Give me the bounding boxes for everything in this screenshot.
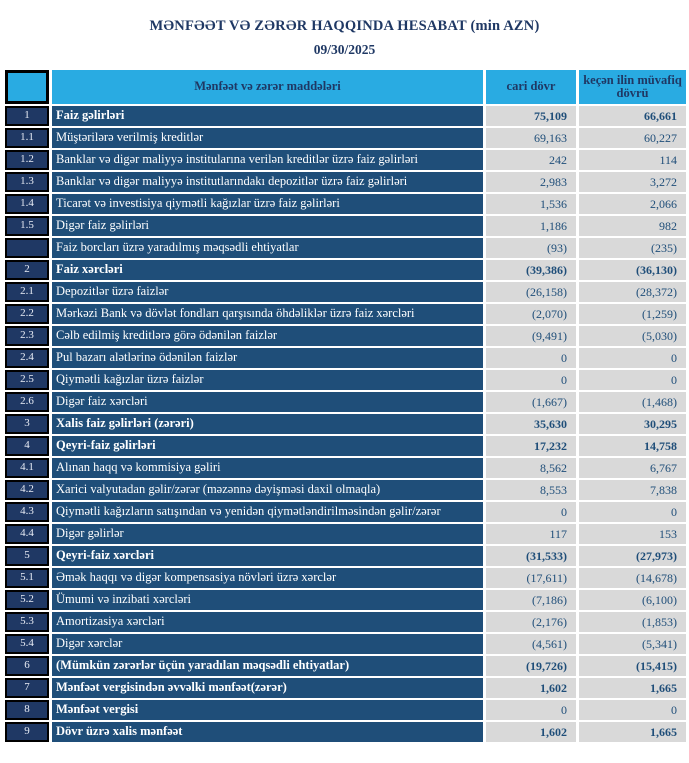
row-number-cell: 2.6: [5, 392, 49, 412]
current-period-value-cell: (7,186): [486, 590, 576, 610]
row-number-cell: 1.4: [5, 194, 49, 214]
item-label-cell: Digər faiz gəlirləri: [52, 216, 483, 236]
current-period-value-cell: 1,536: [486, 194, 576, 214]
previous-period-value-cell: (5,030): [579, 326, 686, 346]
current-period-value-cell: 1,186: [486, 216, 576, 236]
row-number-cell: [5, 238, 49, 258]
current-period-value-cell: (93): [486, 238, 576, 258]
row-number-cell: 2.1: [5, 282, 49, 302]
previous-period-value-cell: (6,100): [579, 590, 686, 610]
item-label-cell: Pul bazarı alətlərinə ödənilən faizlər: [52, 348, 483, 368]
current-period-value-cell: 242: [486, 150, 576, 170]
previous-period-value-cell: 1,665: [579, 722, 686, 742]
row-number-cell: 3: [5, 414, 49, 434]
previous-period-value-cell: 30,295: [579, 414, 686, 434]
current-period-value-cell: 69,163: [486, 128, 576, 148]
row-number-cell: 1.2: [5, 150, 49, 170]
row-number-cell: 4.4: [5, 524, 49, 544]
row-number-cell: 2.3: [5, 326, 49, 346]
item-label-cell: Mənfəət vergisi: [52, 700, 483, 720]
item-label-cell: Qeyri-faiz xərcləri: [52, 546, 483, 566]
item-label-cell: Digər faiz xərcləri: [52, 392, 483, 412]
row-number-cell: 5: [5, 546, 49, 566]
col-header-items: Mənfəət və zərər maddələri: [52, 70, 483, 104]
item-label-cell: Faiz gəlirləri: [52, 106, 483, 126]
current-period-value-cell: 0: [486, 502, 576, 522]
current-period-value-cell: (2,176): [486, 612, 576, 632]
row-number-cell: 5.2: [5, 590, 49, 610]
item-label-cell: Cəlb edilmiş kreditlərə görə ödənilən faizlər: [52, 326, 483, 346]
current-period-value-cell: 0: [486, 348, 576, 368]
current-period-value-cell: 8,553: [486, 480, 576, 500]
previous-period-value-cell: 0: [579, 348, 686, 368]
current-period-value-cell: 1,602: [486, 722, 576, 742]
current-period-value-cell: (2,070): [486, 304, 576, 324]
previous-period-value-cell: 3,272: [579, 172, 686, 192]
item-label-cell: Ticarət və investisiya qiymətli kağızlar üzrə faiz gəlirləri: [52, 194, 483, 214]
row-number-cell: 4.2: [5, 480, 49, 500]
current-period-value-cell: 75,109: [486, 106, 576, 126]
item-label-cell: Qeyri-faiz gəlirləri: [52, 436, 483, 456]
previous-period-value-cell: 66,661: [579, 106, 686, 126]
item-label-cell: Əmək haqqı və digər kompensasiya növləri üzrə xərclər: [52, 568, 483, 588]
item-label-cell: Ümumi və inzibati xərcləri: [52, 590, 483, 610]
previous-period-value-cell: 153: [579, 524, 686, 544]
item-label-cell: Digər gəlirlər: [52, 524, 483, 544]
row-number-cell: 6: [5, 656, 49, 676]
previous-period-value-cell: 6,767: [579, 458, 686, 478]
current-period-value-cell: 117: [486, 524, 576, 544]
previous-period-value-cell: 0: [579, 700, 686, 720]
row-number-cell: 1.5: [5, 216, 49, 236]
row-number-cell: 4.3: [5, 502, 49, 522]
item-label-cell: Faiz borcları üzrə yaradılmış məqsədli ehtiyatlar: [52, 238, 483, 258]
item-label-cell: Dövr üzrə xalis mənfəət: [52, 722, 483, 742]
item-label-cell: Banklar və digər maliyyə institutlarındakı depozitlər üzrə faiz gəlirləri: [52, 172, 483, 192]
previous-period-value-cell: (15,415): [579, 656, 686, 676]
item-label-cell: Amortizasiya xərcləri: [52, 612, 483, 632]
row-number-cell: 1: [5, 106, 49, 126]
row-number-cell: 5.1: [5, 568, 49, 588]
item-label-cell: Qiymətli kağızların satışından və yenidən qiymətləndirilməsindən gəlir/zərər: [52, 502, 483, 522]
current-period-value-cell: 35,630: [486, 414, 576, 434]
row-number-cell: 4: [5, 436, 49, 456]
previous-period-value-cell: (235): [579, 238, 686, 258]
col-header-number: [5, 70, 49, 104]
previous-period-value-cell: (1,853): [579, 612, 686, 632]
profit-loss-table: [5, 70, 686, 742]
row-number-cell: 7: [5, 678, 49, 698]
col-header-previous-period: keçən ilin müvafiq dövrü: [579, 70, 686, 104]
row-number-cell: 5.4: [5, 634, 49, 654]
item-label-cell: Digər xərclər: [52, 634, 483, 654]
item-label-cell: Qiymətli kağızlar üzrə faizlər: [52, 370, 483, 390]
previous-period-value-cell: 0: [579, 370, 686, 390]
item-label-cell: Alınan haqq və kommisiya gəliri: [52, 458, 483, 478]
previous-period-value-cell: (27,973): [579, 546, 686, 566]
current-period-value-cell: 8,562: [486, 458, 576, 478]
current-period-value-cell: 1,602: [486, 678, 576, 698]
row-number-cell: 4.1: [5, 458, 49, 478]
previous-period-value-cell: 1,665: [579, 678, 686, 698]
row-number-cell: 2.5: [5, 370, 49, 390]
row-number-cell: 5.3: [5, 612, 49, 632]
item-label-cell: (Mümkün zərərlər üçün yaradılan məqsədli ehtiyatlar): [52, 656, 483, 676]
row-number-cell: 2.4: [5, 348, 49, 368]
current-period-value-cell: (26,158): [486, 282, 576, 302]
previous-period-value-cell: (14,678): [579, 568, 686, 588]
previous-period-value-cell: (1,259): [579, 304, 686, 324]
previous-period-value-cell: 114: [579, 150, 686, 170]
current-period-value-cell: (1,667): [486, 392, 576, 412]
item-label-cell: Xalis faiz gəlirləri (zərəri): [52, 414, 483, 434]
current-period-value-cell: 17,232: [486, 436, 576, 456]
previous-period-value-cell: 2,066: [579, 194, 686, 214]
row-number-cell: 1.3: [5, 172, 49, 192]
item-label-cell: Faiz xərcləri: [52, 260, 483, 280]
col-header-current-period: cari dövr: [486, 70, 576, 104]
item-label-cell: Depozitlər üzrə faizlər: [52, 282, 483, 302]
previous-period-value-cell: (28,372): [579, 282, 686, 302]
item-label-cell: Müştərilərə verilmiş kreditlər: [52, 128, 483, 148]
previous-period-value-cell: 0: [579, 502, 686, 522]
previous-period-value-cell: (1,468): [579, 392, 686, 412]
row-number-cell: 2.2: [5, 304, 49, 324]
current-period-value-cell: (19,726): [486, 656, 576, 676]
item-label-cell: Mərkəzi Bank və dövlət fondları qarşısında öhdəliklər üzrə faiz xərcləri: [52, 304, 483, 324]
current-period-value-cell: (17,611): [486, 568, 576, 588]
previous-period-value-cell: (5,341): [579, 634, 686, 654]
previous-period-value-cell: 14,758: [579, 436, 686, 456]
previous-period-value-cell: 60,227: [579, 128, 686, 148]
report-date: 09/30/2025: [313, 42, 376, 57]
row-number-cell: 1.1: [5, 128, 49, 148]
item-label-cell: Banklar və digər maliyyə institularına verilən kreditlər üzrə faiz gəlirləri: [52, 150, 483, 170]
previous-period-value-cell: (36,130): [579, 260, 686, 280]
row-number-cell: 8: [5, 700, 49, 720]
current-period-value-cell: (39,386): [486, 260, 576, 280]
current-period-value-cell: 0: [486, 700, 576, 720]
current-period-value-cell: 0: [486, 370, 576, 390]
current-period-value-cell: (4,561): [486, 634, 576, 654]
row-number-cell: 9: [5, 722, 49, 742]
current-period-value-cell: 2,983: [486, 172, 576, 192]
item-label-cell: Mənfəət vergisindən əvvəlki mənfəət(zərər): [52, 678, 483, 698]
previous-period-value-cell: 7,838: [579, 480, 686, 500]
current-period-value-cell: (31,533): [486, 546, 576, 566]
row-number-cell: 2: [5, 260, 49, 280]
page-title: MƏNFƏƏT VƏ ZƏRƏR HAQQINDA HESABAT (min AZN): [149, 18, 540, 34]
item-label-cell: Xarici valyutadan gəlir/zərər (məzənnə dəyişməsi daxil olmaqla): [52, 480, 483, 500]
previous-period-value-cell: 982: [579, 216, 686, 236]
current-period-value-cell: (9,491): [486, 326, 576, 346]
